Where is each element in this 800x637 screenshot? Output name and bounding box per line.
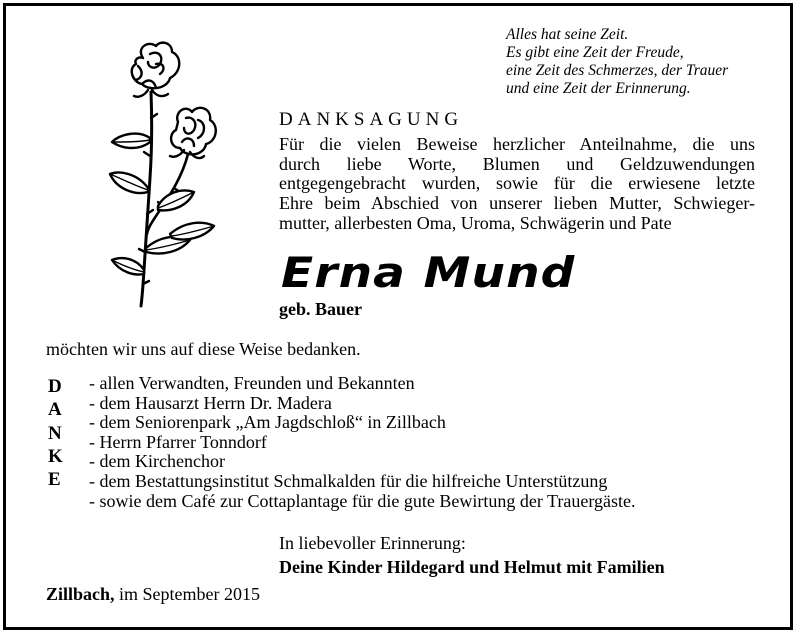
memory-line: In liebevoller Erinnerung:: [279, 533, 466, 553]
list-item: - dem Seniorenpark „Am Jagdschloß“ in Zillbach: [89, 412, 446, 433]
body-line: mutter, allerbesten Oma, Uroma, Schwägerin und Pate: [279, 212, 672, 233]
signers: Deine Kinder Hildegard und Helmut mit Familien: [279, 557, 665, 577]
list-item: - dem Kirchenchor: [89, 451, 225, 472]
list-item: - dem Bestattungsinstitut Schmalkalden für die hilfreiche Unterstützung: [89, 470, 608, 491]
danke-letter: K: [48, 445, 63, 467]
maiden-name: geb. Bauer: [279, 299, 362, 319]
place: Zillbach,: [46, 584, 115, 604]
danke-letter: A: [48, 399, 62, 421]
heading-danksagung: DANKSAGUNG: [279, 109, 464, 130]
danke-letter: D: [48, 376, 62, 397]
thanks-list: [89, 374, 636, 511]
list-item: - sowie dem Café zur Cottaplantage für die gute Bewirtung der Trauergäste.: [89, 490, 636, 511]
deceased-name: Erna Mund: [281, 248, 576, 297]
body-line: Ehre beim Abschied von unserer lieben Mutter, Schwieger-: [279, 193, 755, 214]
body-text: [279, 135, 755, 234]
quote-line: Alles hat seine Zeit.: [506, 26, 629, 43]
danke-letter: N: [48, 422, 62, 444]
place-date: [46, 584, 260, 605]
list-item: - Herrn Pfarrer Tonndorf: [89, 431, 267, 452]
body-line: entgegengebracht wurden, sowie für die erwiesene letzte: [279, 173, 755, 194]
list-item: - allen Verwandten, Freunden und Bekannten: [89, 373, 415, 393]
list-item: - dem Hausarzt Herrn Dr. Madera: [89, 392, 332, 413]
danke-letter: E: [48, 469, 61, 491]
quote-line: Es gibt eine Zeit der Freude,: [506, 44, 684, 61]
thanks-intro: möchten wir uns auf diese Weise bedanken.: [46, 339, 361, 359]
body-line: Für die vielen Beweise herzlicher Anteilnahme, die uns: [279, 134, 755, 154]
quote-line: eine Zeit des Schmerzes, der Trauer: [506, 62, 729, 79]
quote-line: und eine Zeit der Erinnerung.: [506, 80, 691, 97]
danke-acrostic: [48, 375, 63, 491]
rose-icon: [98, 38, 228, 313]
date: im September 2015: [119, 584, 261, 604]
body-line: durch liebe Worte, Blumen und Geldzuwendungen: [279, 153, 755, 174]
quote-block: [506, 26, 728, 98]
